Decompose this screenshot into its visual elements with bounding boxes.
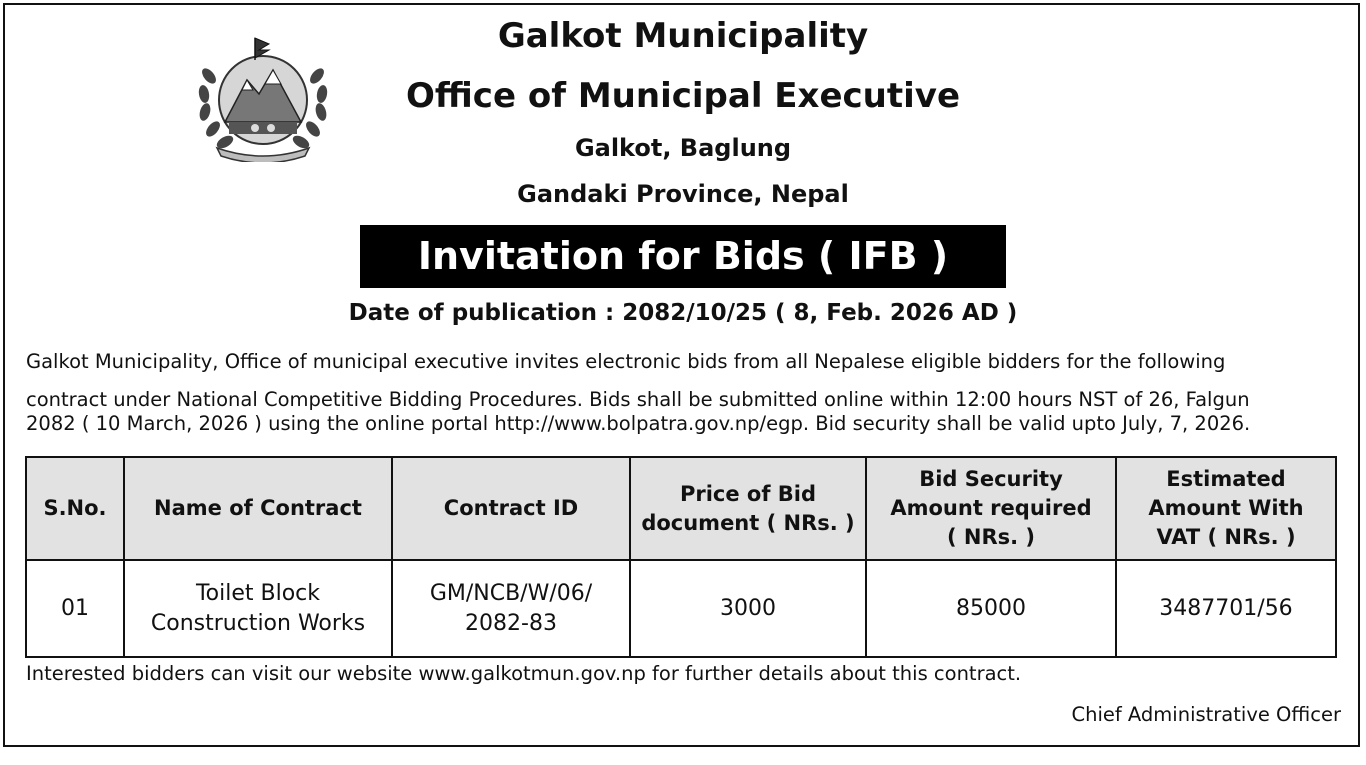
header-line: VAT ( NRs. ) xyxy=(1156,525,1296,549)
location: Galkot, Baglung xyxy=(574,134,792,162)
notice-title: Invitation for Bids ( IFB ) xyxy=(360,225,1006,288)
header-line: Estimated xyxy=(1166,467,1286,491)
intro-paragraph xyxy=(26,346,1342,439)
header-contract-name: Name of Contract xyxy=(124,457,392,560)
header-line: document ( NRs. ) xyxy=(641,510,855,535)
cell-line: 2082-83 xyxy=(465,610,557,636)
cell-estimated-amount: 3487701/56 xyxy=(1116,560,1336,657)
intro-line: 2082 ( 10 March, 2026 ) using the online portal http://www.bolpatra.gov.np/egp. Bid security shall be valid upto July, 7, 2026. xyxy=(26,412,1251,435)
header-line: ( NRs. ) xyxy=(946,525,1036,549)
province: Gandaki Province, Nepal xyxy=(517,180,849,208)
bids-table xyxy=(25,456,1337,658)
header-line: Bid Security xyxy=(919,467,1063,491)
header-bid-security xyxy=(866,457,1116,560)
header-line: Amount With xyxy=(1148,496,1304,520)
header-sno: S.No. xyxy=(26,457,124,560)
signatory: Chief Administrative Officer xyxy=(1071,703,1341,726)
cell-line: Toilet Block xyxy=(195,580,321,606)
website-note: Interested bidders can visit our website www.galkotmun.gov.np for further details about this contract. xyxy=(26,662,1022,685)
cell-line: GM/NCB/W/06/ xyxy=(429,580,593,606)
cell-contract-id xyxy=(392,560,630,657)
header-line: Price of Bid xyxy=(679,481,817,506)
cell-sno: 01 xyxy=(26,560,124,657)
header-contract-id: Contract ID xyxy=(392,457,630,560)
cell-line: Construction Works xyxy=(150,610,366,636)
publication-date: Date of publication : 2082/10/25 ( 8, Feb. 2026 AD ) xyxy=(348,300,1018,326)
municipality-name: Galkot Municipality xyxy=(497,16,869,56)
cell-contract-name xyxy=(124,560,392,657)
office-name: Office of Municipal Executive xyxy=(405,76,961,116)
intro-line: contract under National Competitive Bidding Procedures. Bids shall be submitted online within 12:00 hours NST of 26, Falgun xyxy=(26,388,1250,411)
intro-line: Galkot Municipality, Office of municipal executive invites electronic bids from all Nepalese eligible bidders for the following xyxy=(26,350,1226,373)
cell-bid-security: 85000 xyxy=(866,560,1116,657)
cell-bid-doc-price: 3000 xyxy=(630,560,866,657)
header-line: Amount required xyxy=(890,496,1092,520)
header-bid-doc-price xyxy=(630,457,866,560)
table-row xyxy=(26,560,1336,657)
header-estimated-amount xyxy=(1116,457,1336,560)
table-header-row xyxy=(26,457,1336,560)
